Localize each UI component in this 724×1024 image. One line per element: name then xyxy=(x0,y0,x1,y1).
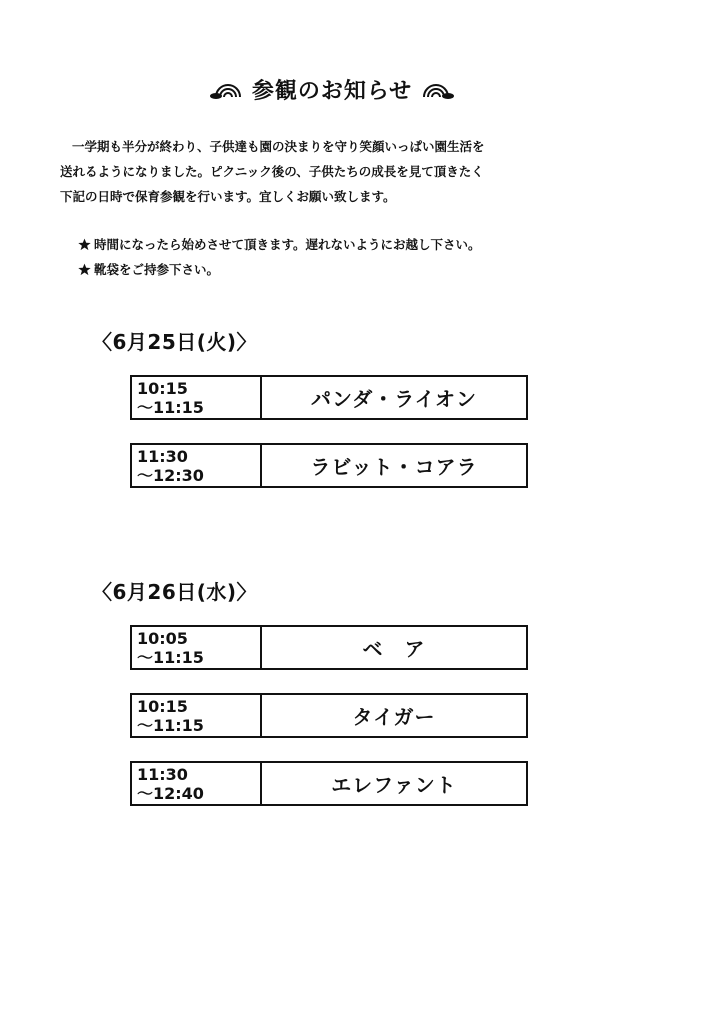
schedule-slot xyxy=(130,761,528,806)
slot-time xyxy=(132,445,262,486)
schedule-slot xyxy=(130,693,528,738)
slot-end: 〜11:15 xyxy=(137,397,204,417)
slot-time xyxy=(132,627,262,668)
intro-line: 下記の日時で保育参観を行います。宜しくお願い致します。 xyxy=(60,189,396,204)
slot-time xyxy=(132,763,262,804)
slot-start: 10:15 xyxy=(137,696,188,716)
page-title: 参観のお知らせ xyxy=(251,79,413,104)
slot-end: 〜12:30 xyxy=(137,465,204,485)
slot-time xyxy=(132,377,262,418)
note-item xyxy=(78,232,481,257)
slot-classes: ラビット・コアラ xyxy=(310,455,478,479)
slot-start: 10:05 xyxy=(137,628,188,648)
slot-time xyxy=(132,695,262,736)
slot-classes: ベ ア xyxy=(362,637,426,661)
slot-end: 〜11:15 xyxy=(137,715,204,735)
rainbow-right-icon xyxy=(418,81,454,99)
star-icon xyxy=(78,238,91,251)
title-area xyxy=(0,74,724,105)
intro-line: 送れるようになりました。ピクニック後の、子供たちの成長を見て頂きたく xyxy=(60,164,484,179)
note-text: 靴袋をご持参下さい。 xyxy=(94,262,220,277)
slot-start: 10:15 xyxy=(137,378,188,398)
note-text: 時間になったら始めさせて頂きます。遅れないようにお越し下さい。 xyxy=(94,237,481,252)
slot-start: 11:30 xyxy=(137,446,188,466)
notes-list xyxy=(78,232,481,282)
rainbow-left-icon xyxy=(210,81,246,99)
slot-start: 11:30 xyxy=(137,764,188,784)
intro-line: 一学期も半分が終わり、子供達も園の決まりを守り笑顔いっぱい園生活を xyxy=(72,139,485,154)
intro-paragraph xyxy=(60,134,620,209)
slot-classes: パンダ・ライオン xyxy=(311,387,477,411)
schedule-slot xyxy=(130,625,528,670)
schedule-slot xyxy=(130,443,528,488)
schedule-slot xyxy=(130,375,528,420)
day-heading: 〈6月26日(水)〉 xyxy=(92,580,258,604)
star-icon xyxy=(78,263,91,276)
slot-end: 〜12:40 xyxy=(137,783,204,803)
slot-end: 〜11:15 xyxy=(137,647,204,667)
note-item xyxy=(78,257,481,282)
title-row xyxy=(210,74,454,105)
day-heading: 〈6月25日(火)〉 xyxy=(92,330,258,354)
slot-classes: タイガー xyxy=(352,705,436,729)
slot-classes: エレファント xyxy=(331,773,457,797)
